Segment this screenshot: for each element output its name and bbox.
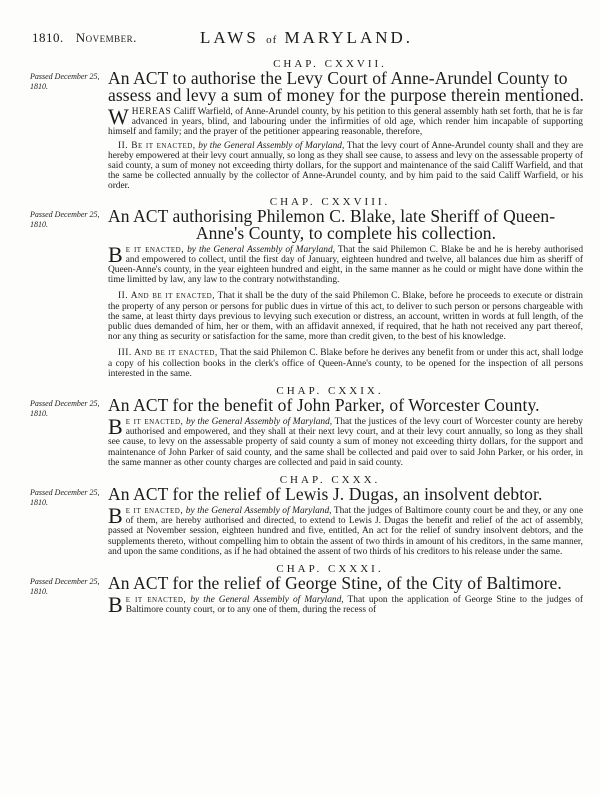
drop-cap: B [108,592,123,618]
act-title [108,575,584,592]
passed-date-note: Passed December 25, 1810. [30,209,100,229]
chapter-number: CHAP. CXXVIII. [269,195,391,208]
act-title [108,205,584,243]
header-title-maryland: MARYLAND. [284,28,414,47]
act-title-line-1: An ACT for the benefit of John Parker, of Worcester County. [108,395,540,416]
paragraph-lead: e it enacted, [125,595,187,606]
chapter-number: CHAP. CXXX. [279,474,381,487]
passed-date-note: Passed December 25, 1810. [30,488,100,508]
paragraph-text: That the levy court of Anne-Arundel county shall and they are hereby empowered at their levy court annually, so long as they shall see cause, to assess and levy on the assessable property of said county, a sum of money not exceeding thirty dollars, for the support and maintenance of the said Califf Warfield, and that the same be collected annually by the collector of Anne-Arundel county, and by him paid to the said Califf Warfield, or his order. [108,140,583,192]
enacting-clause: by the General Assembly of Maryland, [186,595,344,606]
passed-date-note: Passed December 25, 1810. [30,577,100,597]
act-title-line-1: An ACT for the relief of George Stine, of the City of Baltimore. [108,573,562,594]
header-title [200,28,413,48]
act-title-line-2: assess and levy a sum of money for the purpose therein mentioned. [108,85,584,105]
chapter-number: CHAP. CXXVII. [273,58,387,70]
paragraph-lead: II. Be it enacted, [118,140,196,151]
enacting-clause: by the General Assembly of Maryland, [184,244,335,255]
header-month: November. [75,30,137,45]
paragraph [108,414,583,468]
paragraph-lead: HEREAS [131,107,172,117]
chapter-128 [0,196,600,379]
act-title-line-1: An ACT authorising Philemon C. Blake, late Sheriff of Queen- [108,205,556,226]
paragraph [108,104,583,138]
passed-date-note: Passed December 25, 1810. [30,72,100,91]
paragraph [108,241,584,286]
running-header [0,30,600,52]
paragraph-lead: e it enacted, [125,506,184,517]
header-year: 1810. [32,30,64,45]
paragraph-lead: e it enacted, [125,244,185,255]
act-title [108,397,584,414]
act-title [108,70,584,104]
paragraph [108,503,583,557]
header-title-laws: LAWS [200,28,259,47]
drop-cap: B [108,503,123,529]
drop-cap: W [108,104,129,129]
paragraph [108,291,583,342]
paragraph-text: That it shall be the duty of the said Philemon C. Blake, before he proceeds to execute or distrain the property of any person or persons for public dues in virtue of this act, to deliver to such person or persons chargeable with the same, at least thirty days previous to levying such execution or distress, an account, written in words at full length, of the public dues demanded of him, her or them, with an affidavit annexed, if required, that he hath not received any part thereof, nor any thing as security or satisfaction for the same, more than credit given, to the best of his knowledge. [108,291,583,343]
paragraph-lead: II. And be it enacted, [118,291,216,302]
drop-cap: B [108,414,123,440]
act-title-line-1: An ACT for the relief of Lewis J. Dugas, an insolvent debtor. [108,484,543,505]
paragraph [108,141,583,192]
header-title-of: of [266,34,278,46]
paragraph-text: That the judges of Baltimore county court be and they, or any one of them, are hereby authorised and directed, to extend to Lewis J. Dugas the benefit and relief of the act of assembly, passed at November session, eighteen hundred and five, entitled, An act for the relief of sundry insolvent debtors, and the supplements thereto, without compelling him to obtain the assent of two thirds in amount of his creditors, in the same manner, and upon the same conditions, as if he had obtained the assent of two thirds of his creditors to his release under the same. [108,506,583,557]
chapter-129 [0,385,600,468]
chapter-130 [0,474,600,557]
paragraph [108,348,583,379]
paragraph-text: That the justices of the levy court of Worcester county are hereby authorised and empowered, and they shall at their next levy court, and at their levy court annually, so long as they shall see cause, to levy on the assessable property of said county a sum of money not exceeding thirty dollars, for the support and maintenance of John Parker of said county, and the same shall be collected and paid over to said John Parker, or his order, in the same manner as other county charges are collected and paid in said county. [108,417,583,468]
paragraph [108,592,583,618]
passed-date-note: Passed December 25, 1810. [30,399,100,419]
act-title-line-2: Anne's County, to complete his collection. [195,222,497,243]
paragraph-lead: e it enacted, [125,417,184,428]
chapter-131 [0,563,600,618]
act-title-line-1: An ACT to authorise the Levy Court of Anne-Arundel County to [108,68,568,88]
enacting-clause: by the General Assembly of Maryland, [183,506,332,517]
paragraph-lead: III. And be it enacted, [118,348,218,359]
page-body [0,58,600,616]
paragraph-text: That upon the application of George Stine to the judges of Baltimore county court, or to any one of them, during the recess of [125,595,583,616]
paragraph-text: That the said Philemon C. Blake before he derives any benefit from or under this act, shall lodge a copy of his collection books in the clerk's office of Queen-Anne's county, to be opened for the inspection of all persons interested in the same. [108,348,583,379]
paragraph-text: Califf Warfield, of Anne-Arundel county, by his petition to this general assembly hath set forth, that he is far advanced in years, blind, and labouring under the infirmities of old age, which render him incapable of supporting himself and family; and the prayer of the petitioner appearing reasonable, therefore, [108,107,583,138]
chapter-number: CHAP. CXXXI. [276,563,384,576]
drop-cap: B [108,241,123,267]
enacting-clause: by the General Assembly of Maryland, [183,417,333,428]
act-title [108,486,584,503]
chapter-127 [0,58,600,192]
chapter-number: CHAP. CXXIX. [276,385,384,398]
enacting-clause: by the General Assembly of Maryland, [195,140,345,151]
paragraph-text: That the said Philemon C. Blake be and he is hereby authorised and empowered to collect, until the first day of January, eighteen hundred and twelve, all balances due him as sheriff of Queen-Anne's county, in the year eighteen hundred and eight, in the same manner as he could or might have done within the time limitted by law, any law to the contrary notwithstanding. [108,244,584,286]
header-date [32,30,137,46]
